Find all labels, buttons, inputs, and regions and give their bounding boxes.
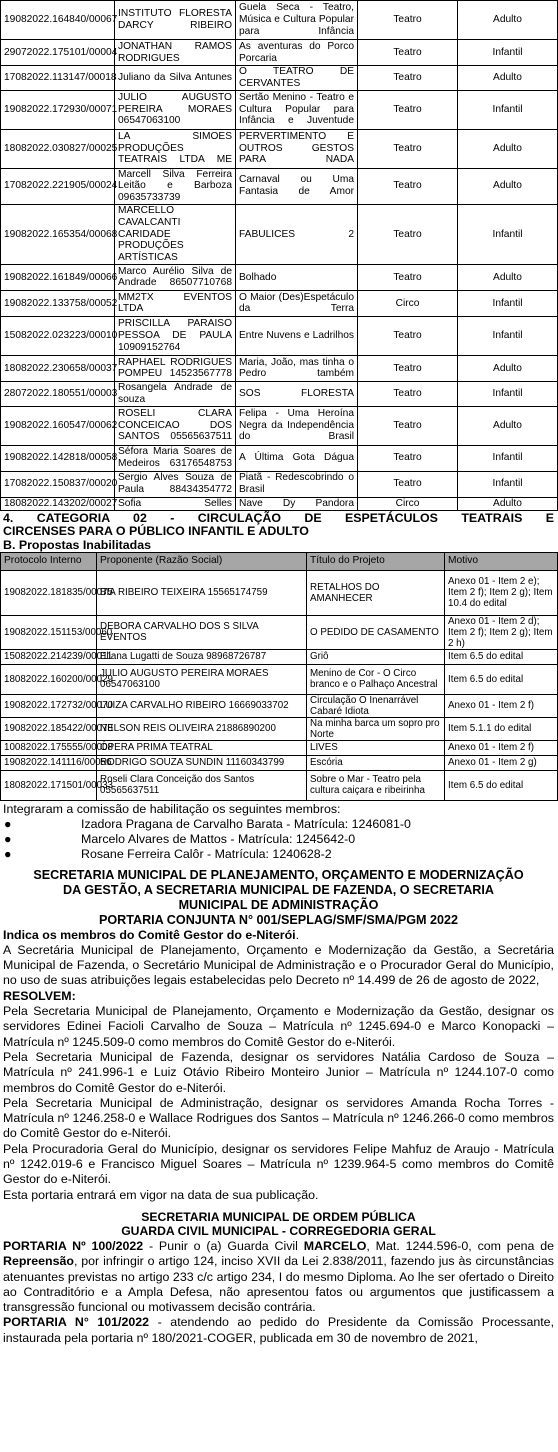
cell-proponent: Sofia Selles xyxy=(115,497,236,510)
cell-protocol: 10082022.175555/00008 xyxy=(1,740,97,755)
cell-project: PERVERTIMENTO E OUTROS GESTOS PARA NADA xyxy=(236,129,358,168)
member-name: Rosane Ferreira Calôr - Matrícula: 1240628-2 xyxy=(81,846,332,861)
cell-protocol: 15082022.214239/00011 xyxy=(1,649,97,664)
table-row xyxy=(1,664,558,694)
portaria1-title: PORTARIA CONJUNTA N° 001/SEPLAG/SMF/SMA/PGM 2022 xyxy=(98,912,459,927)
table-row xyxy=(1,40,558,66)
cell-project: Guela Seca - Teatro, Música e Cultura Popular para Infância xyxy=(236,1,358,40)
cell-protocol: 17082022.150837/00020 xyxy=(1,471,115,497)
cell-language: Teatro xyxy=(358,355,458,381)
portaria-101-para xyxy=(0,1315,557,1346)
cell-proponent: Marco Aurélio Silva de Andrade 86507710768 xyxy=(115,264,236,290)
commission-intro: Integraram a comissão de habilitação os seguintes membros: xyxy=(3,801,341,816)
cell-project: Escória xyxy=(307,755,445,770)
unqualified-proposals-table xyxy=(0,552,558,801)
portaria1-p4: Pela Procuradoria Geral do Município, designar os servidores Felipe Mahfuz de Araujo - Matrícula nº 1242.019-6 e Francisco Miguel Soares – Matrícula nº 1239.964-5 como membros do Comitê Gestor do e-Niterói. xyxy=(3,1141,554,1187)
cell-audience: Adulto xyxy=(458,264,558,290)
cell-proponent: MM2TX EVENTOS LTDA xyxy=(115,290,236,316)
cell-reason: Item 5.1.1 do edital xyxy=(445,717,558,740)
cell-proponent: JONATHAN RAMOS RODRIGUES xyxy=(115,40,236,66)
portaria-100-title: PORTARIA Nº 100/2022 xyxy=(3,1238,144,1253)
qualified-proposals-body xyxy=(1,1,558,511)
bullet-icon: ● xyxy=(4,816,12,831)
cell-project: As aventuras do Porco Porcaria xyxy=(236,40,358,66)
cell-proponent: JULIO AUGUSTO PEREIRA MORAES 06547063100 xyxy=(97,664,307,694)
cell-audience: Infantil xyxy=(458,290,558,316)
cell-project: RETALHOS DO AMANHECER xyxy=(307,570,445,615)
table-row xyxy=(1,694,558,717)
unqualified-proposals-body xyxy=(1,570,558,800)
cell-language: Teatro xyxy=(358,90,458,129)
member-name: Marcelo Alvares de Mattos - Matrícula: 1245642-0 xyxy=(81,831,356,846)
cell-audience: Adulto xyxy=(458,129,558,168)
cell-protocol: 19082022.161849/00066 xyxy=(1,264,115,290)
cell-project: Menino de Cor - O Circo branco e o Palhaço Ancestral xyxy=(307,664,445,694)
table-row xyxy=(1,204,558,264)
portaria2-org-line2: GUARDA CIVIL MUNICIPAL - CORREGEDORIA GERAL xyxy=(121,1224,436,1239)
text-span: , Mat. 1244.596-0, com pena de xyxy=(366,1238,554,1253)
cell-project: A Última Gota Dágua xyxy=(236,445,358,471)
cell-proponent: LA SIMOES PRODUÇÕES TEATRAIS LTDA ME xyxy=(115,129,236,168)
cell-protocol: 28072022.180551/00003 xyxy=(1,381,115,406)
cell-language: Teatro xyxy=(358,40,458,66)
table-row xyxy=(1,770,558,800)
cell-protocol: 19082022.181835/00075 xyxy=(1,570,97,615)
cell-project: Sobre o Mar - Teatro pela cultura caiçara e ribeirinha xyxy=(307,770,445,800)
table-row xyxy=(1,755,558,770)
cell-protocol: 19082022.133758/00052 xyxy=(1,290,115,316)
bullet-icon: ● xyxy=(4,846,12,861)
cell-reason: Item 6.5 do edital xyxy=(445,664,558,694)
portaria1-org-line2: DA GESTÃO, A SECRETARIA MUNICIPAL DE FAZENDA, O SECRETARIA xyxy=(62,882,494,897)
cell-protocol: 19082022.164840/00067 xyxy=(1,1,115,40)
cell-audience: Adulto xyxy=(458,66,558,91)
cell-protocol: 19082022.141116/00056 xyxy=(1,755,97,770)
cell-reason: Anexo 01 - Item 2 g) xyxy=(445,755,558,770)
cell-proponent: RAPHAEL RODRIGUES POMPEU 14523567778 xyxy=(115,355,236,381)
portaria1-p2: Pela Secretaria Municipal de Fazenda, designar os servidores Natália Cardoso de Souza – Matrícula nº 241.996-1 e Luiz Otávio Ribeiro Monteiro Junior – Matrícula nº 1244.107-0 como membros do Comitê Gestor do e-Niterói. xyxy=(3,1049,554,1095)
col-header-reason: Motivo xyxy=(445,552,558,570)
cell-language: Teatro xyxy=(358,471,458,497)
table-row xyxy=(1,497,558,510)
cell-audience: Infantil xyxy=(458,90,558,129)
cell-protocol: 19082022.160547/00062 xyxy=(1,406,115,445)
cell-language: Teatro xyxy=(358,445,458,471)
cell-reason: Anexo 01 - Item 2 e); Item 2 f); Item 2 g); Item 10.4 do edital xyxy=(445,570,558,615)
table-row xyxy=(1,90,558,129)
commission-members-list xyxy=(0,817,557,862)
table-row xyxy=(1,1,558,40)
table-row xyxy=(1,740,558,755)
qualified-proposals-table xyxy=(0,0,558,511)
table-row xyxy=(1,66,558,91)
cell-proponent: ÓPERA PRIMA TEATRAL xyxy=(97,740,307,755)
cell-project: Piatã - Redescobrindo o Brasil xyxy=(236,471,358,497)
cell-proponent: Rosangela Andrade de souza xyxy=(115,381,236,406)
cell-audience: Adulto xyxy=(458,406,558,445)
cell-proponent: BIA RIBEIRO TEIXEIRA 15565174759 xyxy=(97,570,307,615)
cell-audience: Infantil xyxy=(458,471,558,497)
cell-protocol: 18082022.030827/00025 xyxy=(1,129,115,168)
cell-audience: Infantil xyxy=(458,445,558,471)
bullet-icon: ● xyxy=(4,831,12,846)
cell-language: Teatro xyxy=(358,129,458,168)
cell-proponent: Marcell Silva Ferreira Leitão e Barboza 09635733739 xyxy=(115,168,236,204)
table-row xyxy=(1,264,558,290)
cell-proponent: Roseli Clara Conceição dos Santos 05565637511 xyxy=(97,770,307,800)
portaria1-p1: Pela Secretaria Municipal de Planejamento, Orçamento e Modernização da Gestão, designar os servidores Edinei Facioli Carvalho de Souza – Matrícula nº 1245.694-0 e Marco Konopacki – Matrícula nº 1245.509-0 como membros do Comitê Gestor do e-Niterói. xyxy=(3,1004,554,1049)
cell-protocol: 17082022.113147/00018 xyxy=(1,66,115,91)
member-name: Izadora Pragana de Carvalho Barata - Matrícula: 1246081-0 xyxy=(81,816,411,831)
guard-name: MARCELO xyxy=(303,1238,367,1253)
table-row xyxy=(1,355,558,381)
cell-language: Teatro xyxy=(358,204,458,264)
cell-project: O PEDIDO DE CASAMENTO xyxy=(307,615,445,649)
cell-proponent: MARCELLO CAVALCANTI CARIDADE PRODUÇÕES ARTÍSTICAS xyxy=(115,204,236,264)
cell-project: Sertão Menino - Teatro e Cultura Popular para Infância e Juventude xyxy=(236,90,358,129)
table-header-row xyxy=(1,552,558,570)
cell-language: Teatro xyxy=(358,316,458,355)
cell-reason: Anexo 01 - Item 2 f) xyxy=(445,694,558,717)
portaria-100-para xyxy=(0,1239,557,1315)
portaria1-org-line3: MUNICIPAL DE ADMINISTRAÇÃO xyxy=(178,897,379,912)
cell-project: Na minha barca um sopro pro Norte xyxy=(307,717,445,740)
list-item xyxy=(4,817,557,832)
cell-audience: Adulto xyxy=(458,355,558,381)
cell-proponent: INSTITUTO FLORESTA DARCY RIBEIRO xyxy=(115,1,236,40)
cell-language: Circo xyxy=(358,497,458,510)
cell-audience: Adulto xyxy=(458,168,558,204)
cell-proponent: NELSON REIS OLIVEIRA 21886890200 xyxy=(97,717,307,740)
cell-proponent: Juliano da Silva Antunes xyxy=(115,66,236,91)
cell-proponent: RODRIGO SOUZA SUNDIN 11160343799 xyxy=(97,755,307,770)
portaria-101-title: PORTARIA N° 101/2022 xyxy=(3,1315,150,1330)
cell-proponent: Séfora Maria Soares de Medeiros 63176548753 xyxy=(115,445,236,471)
cell-protocol: 17082022.221905/00024 xyxy=(1,168,115,204)
cell-audience: Adulto xyxy=(458,1,558,40)
cell-proponent: PRISCILLA PARAISO PESSOA DE PAULA 10909152764 xyxy=(115,316,236,355)
table-row xyxy=(1,615,558,649)
table-row xyxy=(1,570,558,615)
cell-reason: Anexo 01 - Item 2 f) xyxy=(445,740,558,755)
portaria1-subject: Indica os membros do Comitê Gestor do e-Niterói xyxy=(3,927,296,942)
table-row xyxy=(1,471,558,497)
portaria1-resolve: RESOLVEM: xyxy=(3,988,76,1003)
text-span: - Punir o (a) Guarda Civil xyxy=(143,1238,304,1253)
cell-proponent: LUIZA CARVALHO RIBEIRO 16669033702 xyxy=(97,694,307,717)
table-row xyxy=(1,649,558,664)
cell-proponent: DEBORA CARVALHO DOS S SILVA EVENTOS xyxy=(97,615,307,649)
cell-project: Griô xyxy=(307,649,445,664)
cell-audience: Adulto xyxy=(458,497,558,510)
table-row xyxy=(1,717,558,740)
cell-language: Teatro xyxy=(358,406,458,445)
cell-protocol: 15082022.023223/00010 xyxy=(1,316,115,355)
cell-audience: Infantil xyxy=(458,381,558,406)
cell-project: Bolhado xyxy=(236,264,358,290)
cell-project: LIVES xyxy=(307,740,445,755)
cell-proponent: JULIO AUGUSTO PEREIRA MORAES 06547063100 xyxy=(115,90,236,129)
portaria1-org-line1: SECRETARIA MUNICIPAL DE PLANEJAMENTO, ORÇAMENTO E MODERNIZAÇÃO xyxy=(33,867,524,882)
cell-reason: Anexo 01 - Item 2 d); Item 2 f); Item 2 g); Item 2 h) xyxy=(445,615,558,649)
portaria2-org-line1: SECRETARIA MUNICIPAL DE ORDEM PÚBLICA xyxy=(141,1209,416,1224)
cell-protocol: 18082022.230658/00037 xyxy=(1,355,115,381)
cell-language: Teatro xyxy=(358,381,458,406)
list-item xyxy=(4,847,557,862)
table-row xyxy=(1,381,558,406)
table-row xyxy=(1,290,558,316)
cell-audience: Infantil xyxy=(458,40,558,66)
subject-end: . xyxy=(295,927,300,942)
cell-project: FABULICES 2 xyxy=(236,204,358,264)
cell-protocol: 19082022.172732/00070 xyxy=(1,694,97,717)
cell-project: Felipa - Uma Heroína Negra da Independência do Brasil xyxy=(236,406,358,445)
cell-protocol: 19082022.165354/00068 xyxy=(1,204,115,264)
cell-language: Circo xyxy=(358,290,458,316)
cell-protocol: 19082022.142818/00058 xyxy=(1,445,115,471)
portaria1-p3: Pela Secretaria Municipal de Administração, designar os servidores Amanda Rocha Torres - Matrícula nº 1246.258-0 e Wallace Rodrigues dos Santos – Matrícula nº 1246.266-0 como membros do Comitê Gestor do e-Niterói. xyxy=(3,1095,554,1141)
table-row xyxy=(1,445,558,471)
cell-reason: Item 6.5 do edital xyxy=(445,649,558,664)
category-heading: 4. CATEGORIA 02 - CIRCULAÇÃO DE ESPETÁCULOS TEATRAIS E xyxy=(3,510,554,525)
cell-proponent: Eliana Lugatti de Souza 98968726787 xyxy=(97,649,307,664)
cell-project: O TEATRO DE CERVANTES xyxy=(236,66,358,91)
cell-language: Teatro xyxy=(358,168,458,204)
cell-project: SOS FLORESTA xyxy=(236,381,358,406)
cell-audience: Infantil xyxy=(458,204,558,264)
portaria1-subject-para xyxy=(0,928,557,943)
penalty: Repreensão xyxy=(3,1254,74,1269)
table-row xyxy=(1,406,558,445)
table-row xyxy=(1,316,558,355)
list-item xyxy=(4,832,557,847)
cell-language: Teatro xyxy=(358,66,458,91)
cell-protocol: 19082022.172930/00071 xyxy=(1,90,115,129)
text-span: , por infringir o artigo 124, inciso XVII da Lei 2.838/2011, fazendo jus às circunstâncias atenuantes previstas no artigo 233 c/c artigo 234, I do mesmo Diploma. Ao lhe ser ofertado o Direito ao Contraditório e a Ampla Defesa, não apresentou fatos ou argumentos que justificassem a transgressão funcional ou motivassem decisão contrária. xyxy=(3,1254,554,1315)
cell-project: O Maior (Des)Espetáculo da Terra xyxy=(236,290,358,316)
cell-protocol: 18082022.160200/00029 xyxy=(1,664,97,694)
text-span: - atendendo ao pedido do Presidente da Comissão Processante, instaurada pela portaria nº 180/2021-COGER, publicada em 30 de novembro de 2021, xyxy=(3,1315,555,1345)
cell-language: Teatro xyxy=(358,264,458,290)
cell-protocol: 18082022.171501/00033 xyxy=(1,770,97,800)
category-heading-cont: CIRCENSES PARA O PÚBLICO INFANTIL E ADULTO xyxy=(3,523,309,538)
table-row xyxy=(1,129,558,168)
col-header-protocol: Protocolo Interno xyxy=(1,552,97,570)
table-row xyxy=(1,168,558,204)
cell-protocol: 18082022.143202/00027 xyxy=(1,497,115,510)
portaria1-p5: Esta portaria entrará em vigor na data de sua publicação. xyxy=(3,1187,319,1202)
col-header-project: Título do Projeto xyxy=(307,552,445,570)
cell-proponent: Sergio Alves Souza de Paula 88434354772 xyxy=(115,471,236,497)
cell-protocol: 29072022.175101/00004 xyxy=(1,40,115,66)
cell-reason: Item 6.5 do edital xyxy=(445,770,558,800)
col-header-proponent: Proponente (Razão Social) xyxy=(97,552,307,570)
cell-proponent: ROSELI CLARA CONCEICAO DOS SANTOS 05565637511 xyxy=(115,406,236,445)
portaria1-intro: A Secretária Municipal de Planejamento, Orçamento e Modernização da Gestão, a Secretária Municipal de Fazenda, o Secretário Municipal de Administração e o Procurador Geral do Município, no uso de suas atribuições legais estabelecidas pelo Decreto nº 14.499 de 26 de agosto de 2022, xyxy=(3,942,554,988)
unqualified-subheading: B. Propostas Inabilitadas xyxy=(3,537,152,552)
cell-language: Teatro xyxy=(358,1,458,40)
cell-protocol: 19082022.151153/00060 xyxy=(1,615,97,649)
cell-project: Carnaval ou Uma Fantasia de Amor xyxy=(236,168,358,204)
cell-project: Circulação O Inenarrável Cabaré Idiota xyxy=(307,694,445,717)
cell-project: Entre Nuvens e Ladrilhos xyxy=(236,316,358,355)
cell-project: Maria, João, mas tinha o Pedro também xyxy=(236,355,358,381)
cell-project: Nave Dy Pandora xyxy=(236,497,358,510)
cell-protocol: 19082022.185422/00078 xyxy=(1,717,97,740)
cell-audience: Infantil xyxy=(458,316,558,355)
